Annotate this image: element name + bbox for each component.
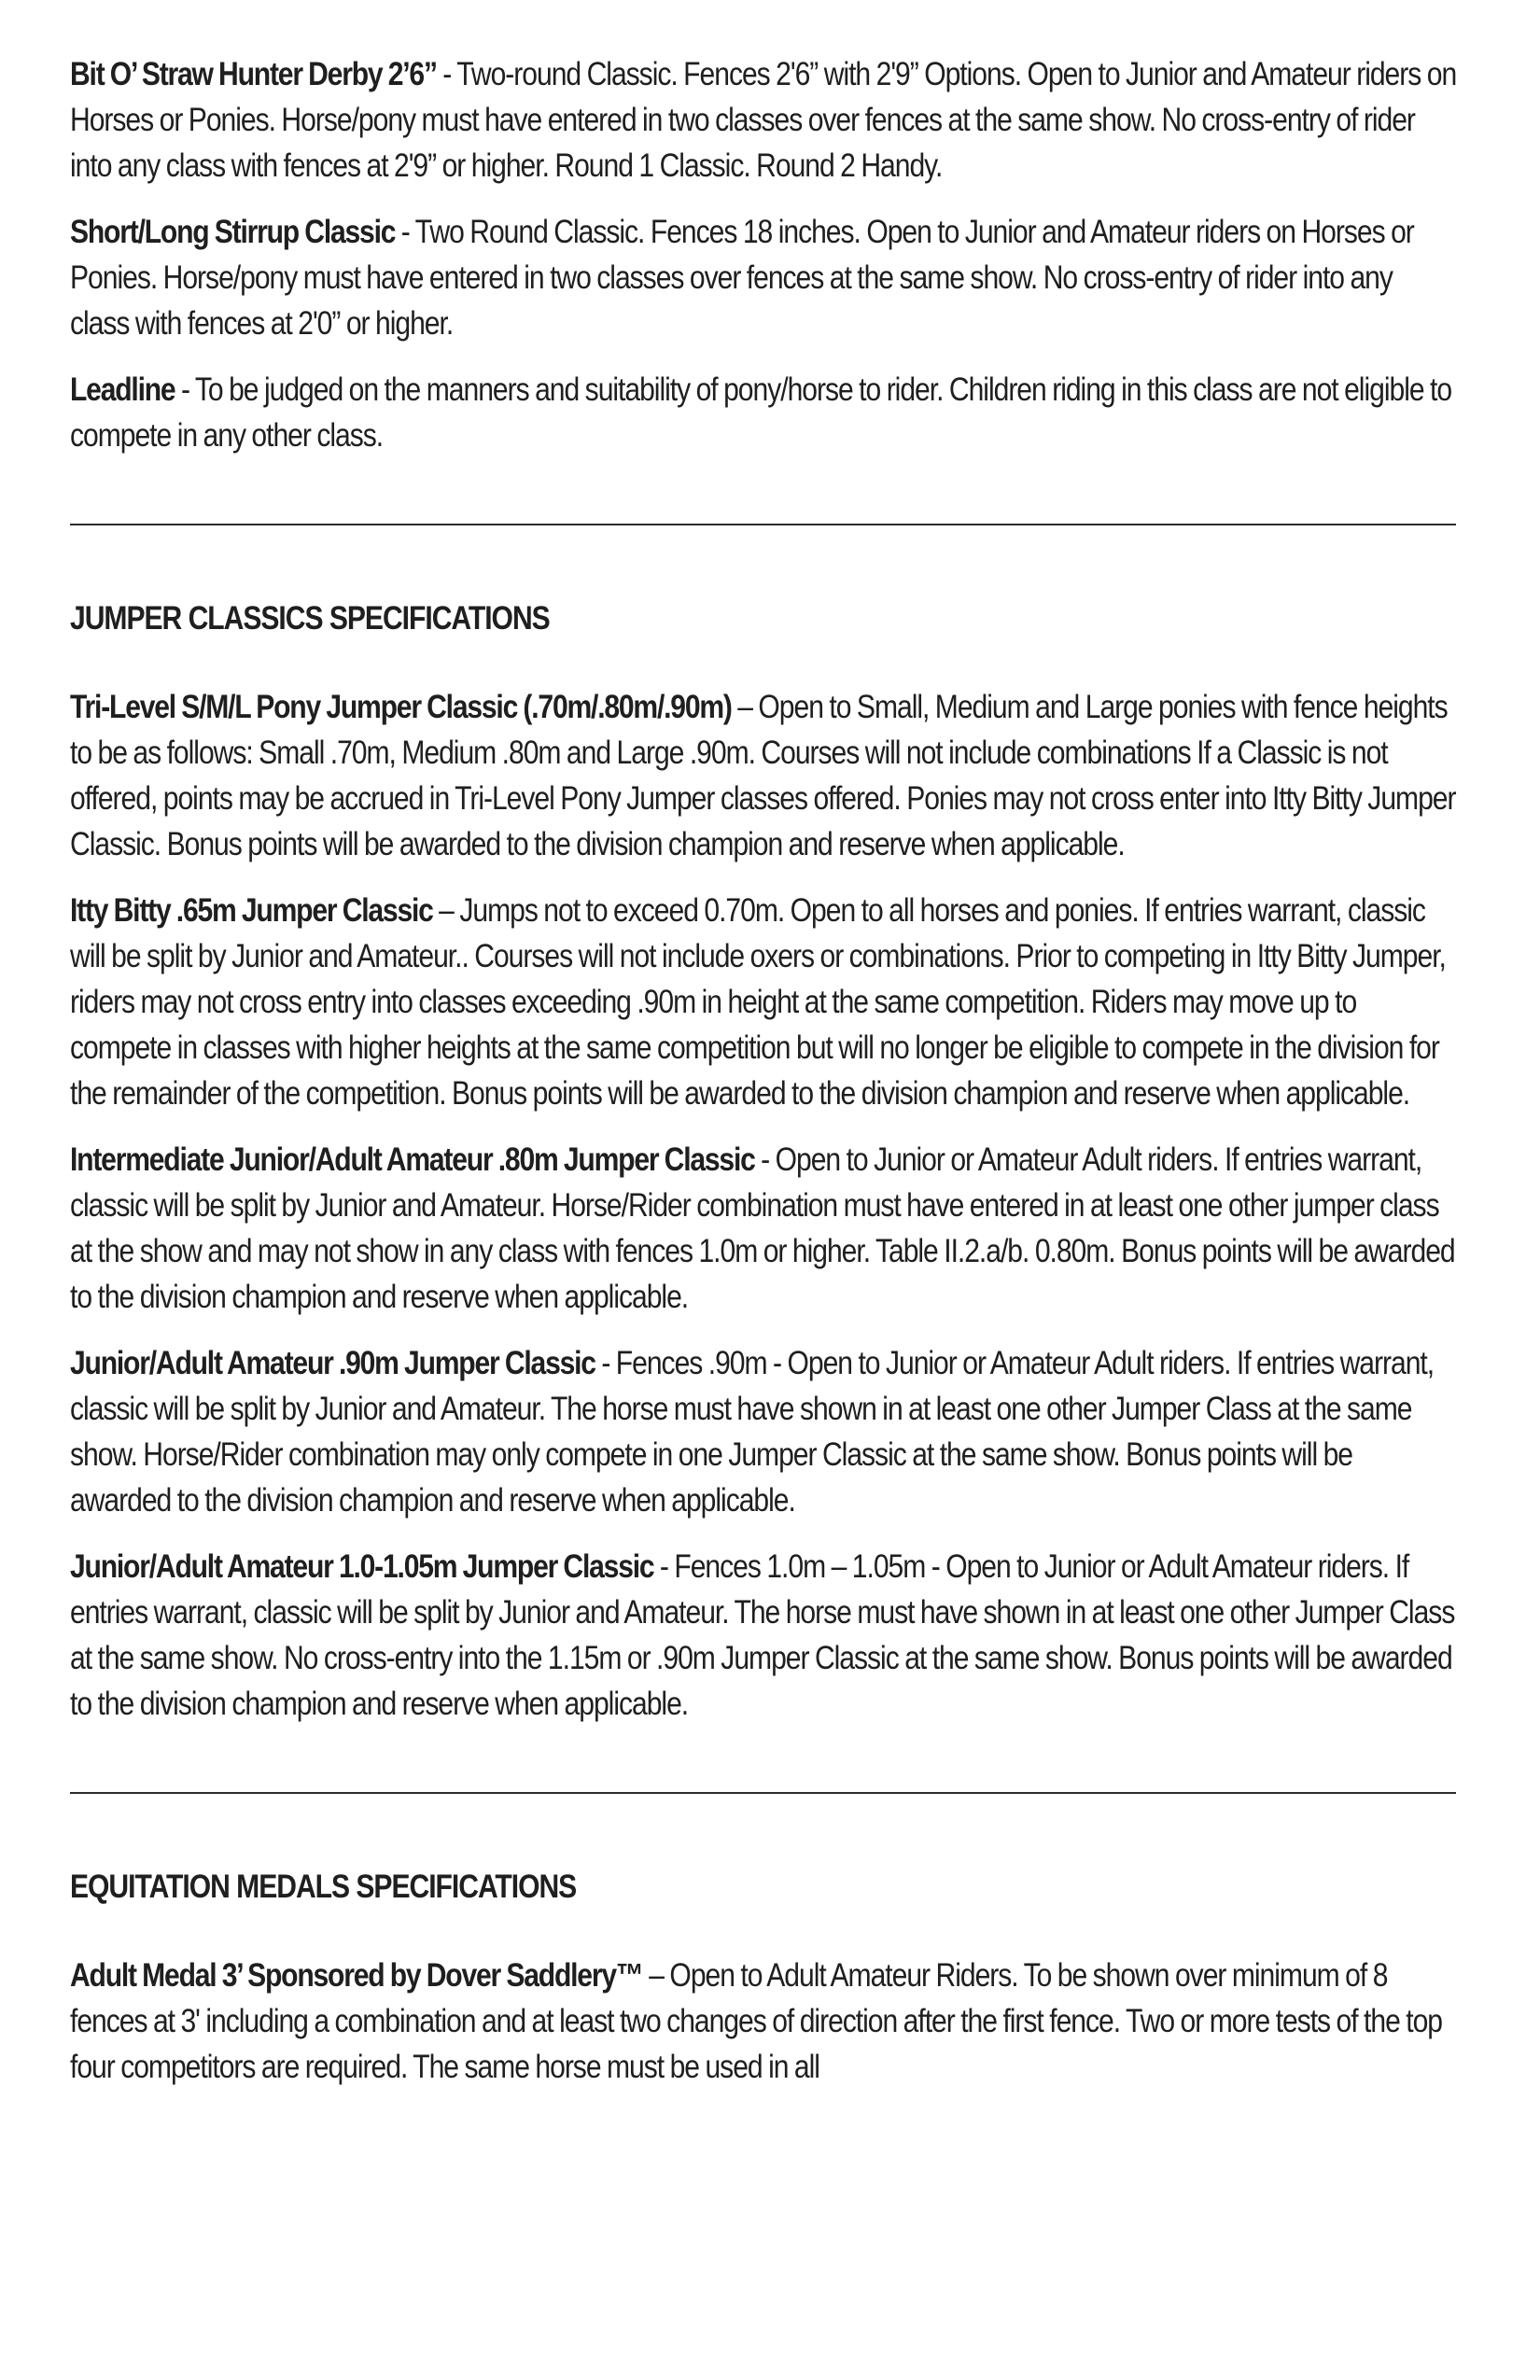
- class-entry-itty-bitty: [70, 888, 1456, 1116]
- class-entry-intermediate-80m: [70, 1137, 1456, 1320]
- class-entry-hunter-derby: [70, 51, 1456, 189]
- class-title: Junior/Adult Amateur .90m Jumper Classic: [70, 1345, 595, 1381]
- class-title: Bit O’ Straw Hunter Derby 2’6”: [70, 56, 437, 92]
- equitation-section-heading: EQUITATION MEDALS SPECIFICATIONS: [70, 1869, 577, 1905]
- class-description: - Fences 1.0m – 1.05m - Open to Junior or Adult Amateur riders. If entries warrant, classic will be split by Junior and Amateur. The horse must have shown in at least one other Jumper Class at the same show. No cross-entry into the 1.15m or .90m Jumper Classic at the same show. Bonus points will be awarded to the division champion and reserve when applicable.: [70, 1548, 1455, 1722]
- class-description: - Two-round Classic. Fences 2'6” with 2'9” Options. Open to Junior and Amateur riders on Horses or Ponies. Horse/pony must have entered in two classes over fences at the same show. No cross-entry of rider into any class with fences at 2'9” or higher. Round 1 Classic. Round 2 Handy.: [70, 56, 1457, 184]
- class-entry-90m: [70, 1340, 1456, 1523]
- class-entry-adult-medal: [70, 1953, 1456, 2090]
- class-entry-pony-jumper: [70, 684, 1456, 867]
- section-divider: [70, 524, 1456, 525]
- document-page: [70, 51, 1456, 2090]
- class-description: - Fences .90m - Open to Junior or Amateur Adult riders. If entries warrant, classic will be split by Junior and Amateur. The horse must have shown in at least one other Jumper Class at the same show. Horse/Rider combination may only compete in one Jumper Classic at the same show. Bonus points will be awarded to the division champion and reserve when applicable.: [70, 1345, 1435, 1519]
- class-title: Intermediate Junior/Adult Amateur .80m Jumper Classic: [70, 1141, 755, 1178]
- class-title: Junior/Adult Amateur 1.0-1.05m Jumper Classic: [70, 1548, 654, 1585]
- class-title: Short/Long Stirrup Classic: [70, 214, 396, 250]
- class-description: – Open to Adult Amateur Riders. To be shown over minimum of 8 fences at 3' including a combination and at least two changes of direction after the first fence. Two or more tests of the top four competitors are required. The same horse must be used in all: [70, 1957, 1442, 2085]
- class-entry-stirrup-classic: [70, 209, 1456, 346]
- class-entry-leadline: [70, 367, 1456, 458]
- class-title: Leadline: [70, 371, 175, 408]
- class-description: – Open to Small, Medium and Large ponies with fence heights to be as follows: Small .70m, Medium .80m and Large .90m. Courses will not include combinations If a Classic is not offered, points may be accrued in Tri-Level Pony Jumper classes offered. Ponies may not cross enter into Itty Bitty Jumper Classic. Bonus points will be awarded to the division champion and reserve when applicable.: [70, 689, 1456, 862]
- jumper-section-heading: JUMPER CLASSICS SPECIFICATIONS: [70, 600, 550, 637]
- class-description: - Two Round Classic. Fences 18 inches. Open to Junior and Amateur riders on Horses or Ponies. Horse/pony must have entered in two classes over fences at the same show. No cross-entry of rider into any class with fences at 2'0” or higher.: [70, 214, 1414, 342]
- class-description: - To be judged on the manners and suitability of pony/horse to rider. Children riding in this class are not eligible to compete in any other class.: [70, 371, 1452, 454]
- class-description: – Jumps not to exceed 0.70m. Open to all horses and ponies. If entries warrant, classic will be split by Junior and Amateur.. Courses will not include oxers or combinations. Prior to competing in Itty Bitty Jumper, riders may not cross entry into classes exceeding .90m in height at the same competition. Riders may move up to compete in classes with higher heights at the same competition but will no longer be eligible to compete in the division for the remainder of the competition. Bonus points will be awarded to the division champion and reserve when applicable.: [70, 892, 1446, 1112]
- class-title: Itty Bitty .65m Jumper Classic: [70, 892, 433, 929]
- section-divider: [70, 1792, 1456, 1794]
- class-title: Adult Medal 3’ Sponsored by Dover Saddlery™: [70, 1957, 643, 1994]
- class-description: - Open to Junior or Amateur Adult riders. If entries warrant, classic will be split by Junior and Amateur. Horse/Rider combination must have entered in at least one other jumper class at the show and may not show in any class with fences 1.0m or higher. Table II.2.a/b. 0.80m. Bonus points will be awarded to the division champion and reserve when applicable.: [70, 1141, 1455, 1315]
- class-entry-1m: [70, 1544, 1456, 1727]
- class-title: Tri-Level S/M/L Pony Jumper Classic (.70m/.80m/.90m): [70, 689, 732, 725]
